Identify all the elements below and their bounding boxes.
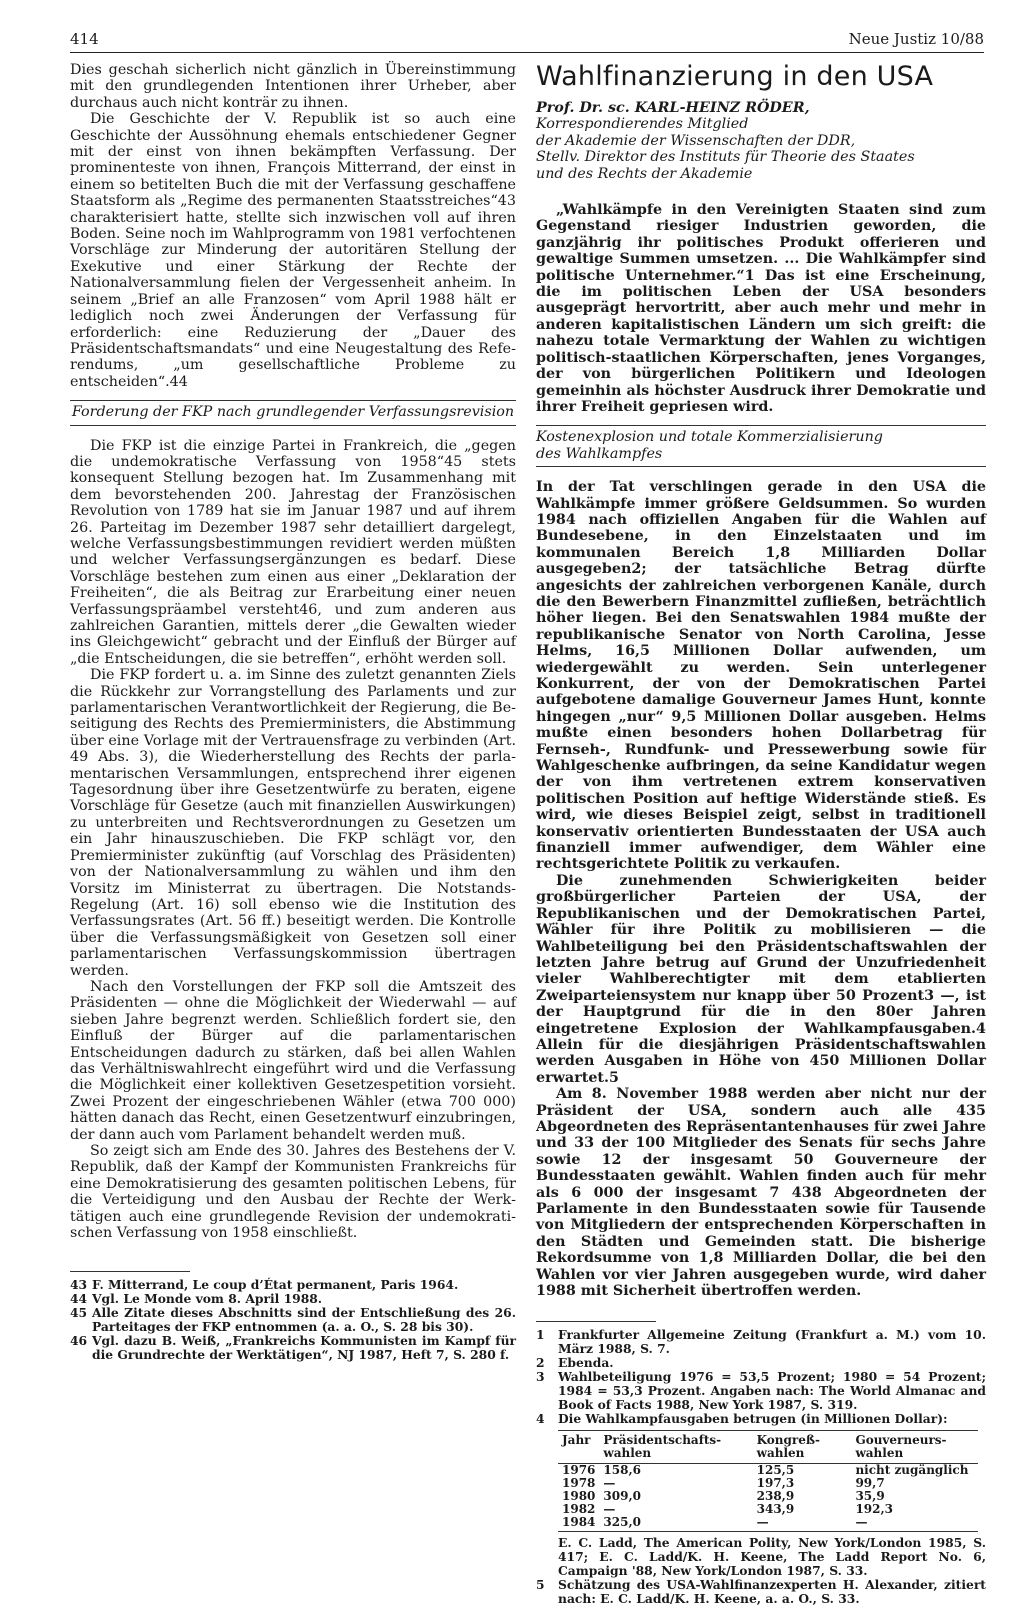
table-header: Präsidentschafts-wahlen xyxy=(599,1431,752,1464)
author-name: Prof. Dr. sc. KARL-HEINZ RÖDER, xyxy=(536,100,810,116)
section-heading-fkp: Forderung der FKP nach grundlegender Verfassungsrevision xyxy=(70,400,516,425)
table-cell: nicht zugänglich xyxy=(855,1463,969,1478)
paragraph-fkp-2: Die FKP fordert u. a. im Sinne des zuletzt genannten Ziels die Rückkehr zur Vorrangstellung des Parlaments und zur parlamentarischen Verantwortlichkeit der Regierung, die Beseitigung des Rechts des Premierministers, die Abstimmung über eine Vorlage mit der Vertrauensfrage zu verbinden (Art. 49 Abs. 3), die Wiederherstellung des Rechts der parlamentarischen Versammlungen, entsprechend ihrer eigenen Tagesordnung über ihre Gesetzentwürfe zu beraten, eigene Vorschläge für Gesetze (auch mit finanziellen Auswirkungen) zu unterbreiten und Rechtsverordnungen zu Gesetzen um ein Jahr hinauszuschieben. Die FKP schlägt vor, den Premierminister zukünftig (auf Vorschlag des Präsidenten) von der Nationalversammlung zu wählen und ihm den Vorsitz im Ministerrat zu übertragen. Die Notstands-Regelung (Art. 16) soll ebenso wie die Institution des Verfassungsrates (Art. 56 ff.) beseitigt werden. Die Kontrolle über die Verfassungsmäßigkeit von Gesetzen soll einer parlamentarischen Verfassungskommission übertragen werden. xyxy=(70,667,516,979)
footnote-divider xyxy=(536,1321,656,1322)
table-cell: — xyxy=(603,1502,616,1517)
right-column xyxy=(536,62,986,1606)
table-cell: 1978 xyxy=(562,1476,596,1491)
table-cell: 1984 xyxy=(558,1516,599,1532)
author-affiliation-line: und des Rechts der Akademie xyxy=(536,165,753,182)
article-title: Wahlfinanzierung in den USA xyxy=(536,61,934,92)
campaign-spending-table xyxy=(558,1430,978,1532)
table-header-row xyxy=(558,1431,978,1464)
author-block xyxy=(536,100,986,182)
table-row xyxy=(558,1464,978,1478)
table-cell: — xyxy=(851,1516,978,1532)
page-number: 414 xyxy=(70,30,99,48)
footnote: 43 F. Mitterrand, Le coup d’État permanent, Paris 1964. xyxy=(70,1277,459,1293)
paragraph-usa-2: Die zunehmenden Schwierigkeiten beider großbürgerlicher Parteien der USA, der Republikanischen und der Demokratischen Partei, Wähler für ihre Politik zu mobilisieren — die Wahlbeteiligung bei den Präsidentschaftswahlen der letzten Jahre betrug auf Grund der Unzufriedenheit vieler Wahlberechtigter mit dem etablierten Zweiparteiensystem nur knapp über 50 Prozent3 —, ist der Hauptgrund für die in den 80er Jahren eingetretene Explosion der Wahlkampfausgaben.4 Allein für die diesjährigen Präsidentschaftswahlen werden Ausgaben in Höhe von 450 Millionen Dollar erwartet.5 xyxy=(536,872,986,1086)
table-cell: 325,0 xyxy=(599,1516,752,1532)
journal-issue: Neue Justiz 10/88 xyxy=(848,30,984,48)
footnote: 2 Ebenda. xyxy=(536,1355,614,1371)
footnote: 44 Vgl. Le Monde vom 8. April 1988. xyxy=(70,1291,323,1307)
table-cell: — xyxy=(753,1516,852,1532)
table-cell: 1976 xyxy=(562,1463,596,1478)
footnote-divider xyxy=(70,1271,190,1272)
table-cell: 1980 xyxy=(562,1489,596,1504)
paragraph-usa-3: Am 8. November 1988 werden aber nicht nur der Präsident der USA, sondern auch alle 435 Abgeordneten des Repräsentantenhauses für zwei Jahre und 33 der 100 Mitglieder des Senats für sechs Jahre sowie 12 der insgesamt 50 Gouverneure der Bundesstaaten gewählt. Wahlen finden auch für mehr als 6 000 der insgesamt 7 438 Abgeordneten der Parlamente in den Bundesstaaten sowie für Tausende von Mitgliedern der entsprechenden Körperschaften in den Städten und Gemeinden statt. Die bisherige Rekordsumme von 1,8 Milliarden Dollar, die bei den Wahlen vor vier Jahren ausgegeben wurde, wird daher 1988 mit Sicherheit übertroffen werden. xyxy=(536,1086,986,1300)
paragraph-fkp-4: So zeigt sich am Ende des 30. Jahres des Bestehens der V. Republik, daß der Kampf der Kommunisten Frankreichs für eine Demokratisierung des gesamten politischen Lebens, für die Verteidigung und den Ausbau der Rechte der Werktätigen auch eine grundlegende Revision der undemokratischen Verfassung von 1958 einschließt. xyxy=(70,1143,516,1242)
table-cell: 309,0 xyxy=(603,1489,641,1504)
footnote: 5 Schätzung des USA-Wahlfinanzexperten H. Alexander, zitiert nach: E. C. Ladd/K. H. Keene, a. a. O., S. 33. xyxy=(536,1577,986,1606)
paragraph-lead: „Wahlkämpfe in den Vereinigten Staaten sind zum Gegenstand riesiger Industrien geworden, die ganzjährig ihr politisches Produkt offerieren und gewaltige Summen umsetzen. ... Die Wahlkämpfer sind politische Unternehmer.“1 Das ist eine Erscheinung, die im politischen Leben der USA besonders ausgeprägt hervortritt, aber auch mehr und mehr in anderen kapitalistischen Ländern um sich greift: die nahezu totale Vermarktung der Wahlen zu wichtigen politisch-staatlichen Körperschaften, jenes Vorganges, der von bürgerlichen Politikern und Ideologen gemeinhin als höchster Ausdruck ihrer Demokratie und ihrer Freiheit gepriesen wird. xyxy=(536,202,986,415)
section-heading-costs: Kostenexplosion und totale Kommerzialisierung des Wahlkampfes xyxy=(536,425,986,467)
table-row xyxy=(558,1503,978,1516)
footnote-source: E. C. Ladd, The American Polity, New York/London 1985, S. 417; E. C. Ladd/K. H. Keene, The Ladd Report No. 6, Campaign '88, New York/London 1987, S. 33. xyxy=(558,1535,986,1579)
footnote: 45 Alle Zitate dieses Abschnitts sind der Entschließung des 26. Parteitages der FKP entnommen (a. a. O., S. 28 bis 30). xyxy=(70,1305,516,1335)
table-cell: 343,9 xyxy=(756,1502,795,1517)
footnote: 3 Wahlbeteiligung 1976 = 53,5 Prozent; 1980 = 54 Prozent; 1984 = 53,3 Prozent. Angaben nach: The World Almanac and Book of Facts 1988, New York 1987, S. 319. xyxy=(536,1369,986,1413)
table-row xyxy=(558,1477,978,1490)
table-cell: 35,9 xyxy=(855,1489,885,1504)
table-cell: 99,7 xyxy=(855,1476,885,1491)
paragraph-usa-1: In der Tat verschlingen gerade in den USA die Wahlkämpfe immer größere Geldsummen. So wurden 1984 nach offiziellen Angaben für die Wahlen auf Bundesebene, in den Einzelstaaten und im kommunalen Bereich 1,8 Milliarden Dollar ausgegeben2; der tatsächliche Betrag dürfte angesichts der zahlreichen verborgenen Kanäle, durch die den Bewerbern Finanzmittel zufließen, beträchtlich höher liegen. Bei den Senatswahlen 1984 mußte der republikanische Senator von North Carolina, Jesse Helms, 16,5 Millionen Dollar aufwenden, um wiedergewählt zu werden. Sein unterlegener Konkurrent, der von der Demokratischen Partei aufgebotene damalige Gouverneur James Hunt, konnte hingegen „nur“ 9,5 Millionen Dollar ausgeben. Helms mußte einen besonders hohen Dollarbetrag für Fernseh-, Rundfunk- und Pressewerbung sowie für Wahlgeschenke aufbringen, da seine Kandidatur wegen der von ihm vertretenen extrem konservativen politischen Position auf heftige Widerstände stieß. Es wird, wie dieses Beispiel zeigt, selbst in traditionell konservativ orientierten Bundesstaaten der USA auch finanziell immer aufwendiger, dem Wähler eine rechtsgerichtete Politik zu verkaufen. xyxy=(536,479,986,873)
footnote: 1 Frankfurter Allgemeine Zeitung (Frankfurt a. M.) vom 10. März 1988, S. 7. xyxy=(536,1327,986,1357)
footnote: 4 Die Wahlkampfausgaben betrugen (in Millionen Dollar): xyxy=(536,1411,948,1427)
paragraph-fkp-3: Nach den Vorstellungen der FKP soll die Amtszeit des Präsidenten — ohne die Möglichkeit der Wiederwahl — auf sieben Jahre begrenzt werden. Schließlich fordert sie, den Einfluß der Bürger auf die parlamentarischen Entscheidungen dadurch zu stärken, daß bei allen Wahlen das Verhältniswahlrecht eingeführt wird und die Verfassung die Möglichkeit einer kollektiven Gesetzespetition vorsieht. Zwei Prozent der eingeschriebenen Wähler (etwa 700 000) hätten danach das Recht, einen Gesetzentwurf einzubringen, der dann auch vom Parlament behandelt werden muß. xyxy=(70,978,516,1143)
table-cell: 192,3 xyxy=(855,1502,894,1517)
table-cell: 1982 xyxy=(562,1502,596,1517)
table-cell: 125,5 xyxy=(756,1463,795,1478)
table-header: Jahr xyxy=(558,1431,599,1464)
right-footnotes xyxy=(536,1328,986,1606)
author-affiliation-line: Stellv. Direktor des Instituts für Theorie des Staates xyxy=(536,149,915,166)
left-footnotes xyxy=(70,1278,516,1362)
table-cell: — xyxy=(603,1476,616,1491)
table-cell: 158,6 xyxy=(603,1463,641,1478)
table-cell: 238,9 xyxy=(756,1489,795,1504)
author-affiliation-line: Korrespondierendes Mitglied xyxy=(536,116,749,133)
footnote: 46 Vgl. dazu B. Weiß, „Frankreichs Kommunisten im Kampf für die Grundrechte der Werktätigen“, NJ 1987, Heft 7, S. 280 f. xyxy=(70,1333,516,1363)
table-header: Gouverneurs-wahlen xyxy=(851,1431,978,1464)
table-row xyxy=(558,1516,978,1532)
page-header xyxy=(70,28,984,53)
left-column xyxy=(70,62,516,1362)
paragraph-intro: Dies geschah sicherlich nicht gänzlich in Übereinstimmung mit den grundlegenden Intentionen ihrer Urheber, aber durchaus auch nicht konträr zu ihnen. xyxy=(70,62,516,111)
table-cell: 197,3 xyxy=(756,1476,795,1491)
author-affiliation-line: der Akademie der Wissenschaften der DDR, xyxy=(536,132,856,149)
paragraph-fkp-1: Die FKP ist die einzige Partei in Frankreich, die „gegen die undemokratische Verfassung von 1958“45 stets konsequent Stellung bezogen hat. Im Zusammenhang mit dem bevorstehenden 200. Jahrestag der Französischen Revolution von 1789 hat sie im Januar 1987 und auf ihrem 26. Parteitag im Dezember 1987 sehr detailliert dargelegt, welche Verfassungsbestimmungen revidiert werden müßten und welcher Verfassungsergänzungen es bedarf. Diese Vorschläge bestehen zum einen aus einer „Deklaration der Freiheiten“, die als Beitrag zur Erarbeitung einer neuen Verfassungspräambel versteht46, und zum anderen aus zahlreichen Garantien, mittels derer „die Gewalten wieder ins Gleichgewicht“ gebracht und der Einfluß der Bürger auf „die Entscheidungen, die sie betreffen“, erhöht werden soll. xyxy=(70,437,516,667)
paragraph-history: Die Geschichte der V. Republik ist so auch eine Geschichte der Aussöhnung ehemals entschiedener Gegner mit der einst von ihnen bekämpften Verfassung. Der prominenteste von ihnen, François Mitterrand, der einst in einem so betitelten Buch die mit der Verfassung geschaffene Staatsform als „Regime des permanenten Staatsstreiches“43 charakterisiert hatte, stellte sich inzwischen voll auf ihren Boden. Seine noch im Wahlprogramm von 1981 verfochtenen Vorschläge zur Minderung der autoritären Stellung der Exekutive und einer Stärkung der Rechte der Nationalversammlung fielen der Vergessenheit anheim. In seinem „Brief an alle Franzosen“ vom April 1988 hält er lediglich noch zwei Änderungen der Verfassung für erforderlich: eine Reduzierung der „Dauer des Präsidentschaftsmandats“ und eine Neugestaltung des Referendums, „um gesellschaftliche Probleme zu entscheiden“.44 xyxy=(70,111,516,390)
table-header: Kongreß-wahlen xyxy=(753,1431,852,1464)
table-row xyxy=(558,1490,978,1503)
